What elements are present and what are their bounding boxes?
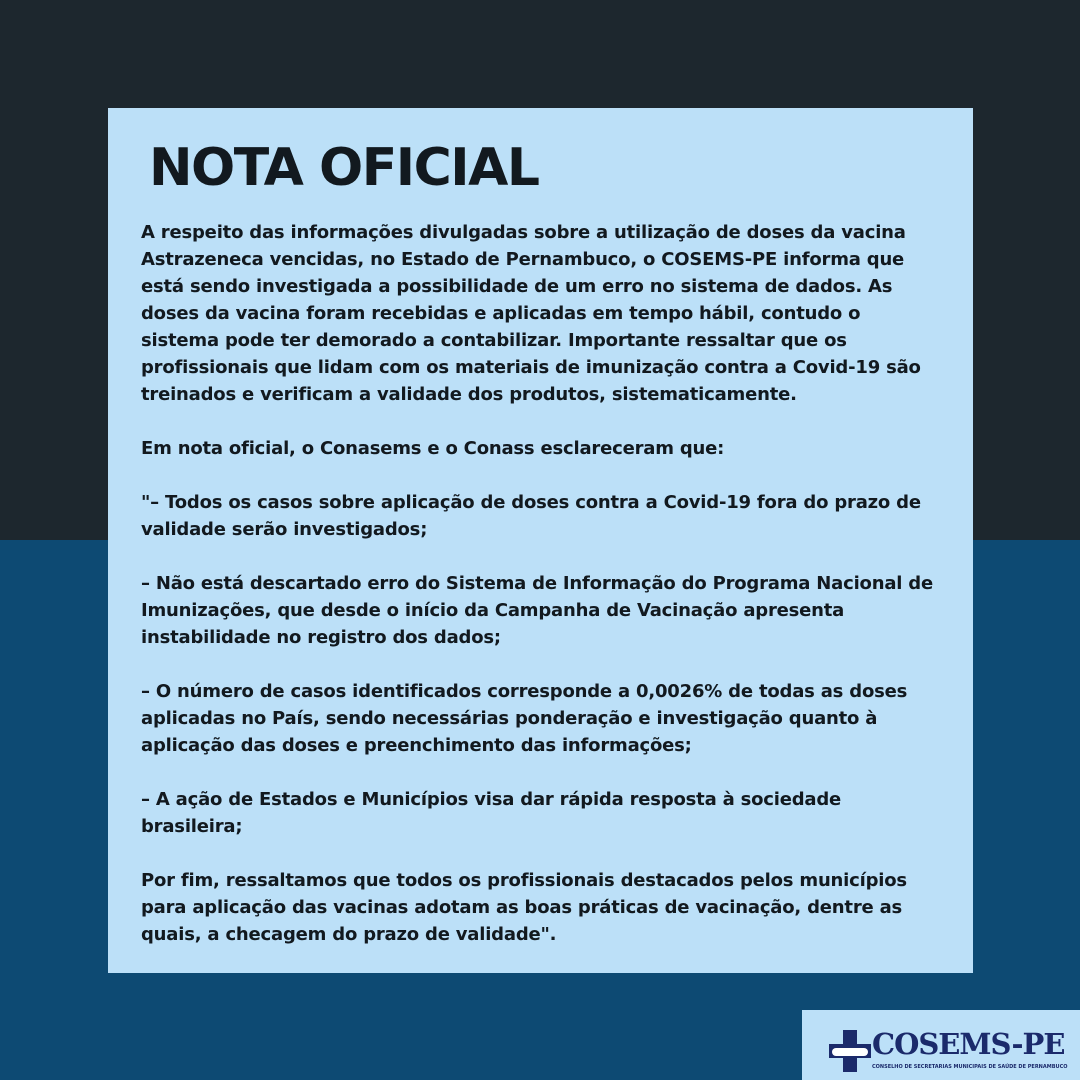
note-card: [108, 108, 973, 973]
note-paragraph: Em nota oficial, o Conasems e o Conass esclareceram que:: [141, 438, 725, 459]
note-title: NOTA OFICIAL: [149, 138, 539, 198]
note-paragraph: "– Todos os casos sobre aplicação de doses contra a Covid-19 fora do prazo de validade serão investigados;: [141, 492, 921, 540]
note-paragraph: – O número de casos identificados corresponde a 0,0026% de todas as doses aplicadas no País, sendo necessárias ponderação e investigação quanto à aplicação das doses e preenchimento das informações;: [141, 681, 908, 756]
logo-script-mark: [832, 1048, 868, 1056]
cosems-logo: [802, 1010, 1080, 1080]
logo-subtitle: CONSELHO DE SECRETARIAS MUNICIPAIS DE SAÚDE DE PERNAMBUCO: [872, 1064, 1068, 1070]
note-paragraph: – A ação de Estados e Municípios visa dar rápida resposta à sociedade brasileira;: [141, 789, 842, 837]
note-paragraph: Por fim, ressaltamos que todos os profissionais destacados pelos municípios para aplicação das vacinas adotam as boas práticas de vacinação, dentre as quais, a checagem do prazo de validade".: [141, 870, 907, 945]
note-paragraph: A respeito das informações divulgadas sobre a utilização de doses da vacina Astrazeneca vencidas, no Estado de Pernambuco, o COSEMS-PE informa que está sendo investigada a possibilidade de um erro no sistema de dados. As doses da vacina foram recebidas e aplicadas em tempo hábil, contudo o sistema pode ter demorado a contabilizar. Importante ressaltar que os profissionais que lidam com os materiais de imunização contra a Covid-19 são treinados e verificam a validade dos produtos, sistematicamente.: [141, 222, 921, 405]
note-paragraph: – Não está descartado erro do Sistema de Informação do Programa Nacional de Imunizações, que desde o início da Campanha de Vacinação apresenta instabilidade no registro dos dados;: [141, 573, 933, 648]
logo-name: COSEMS-PE: [872, 1027, 1065, 1061]
